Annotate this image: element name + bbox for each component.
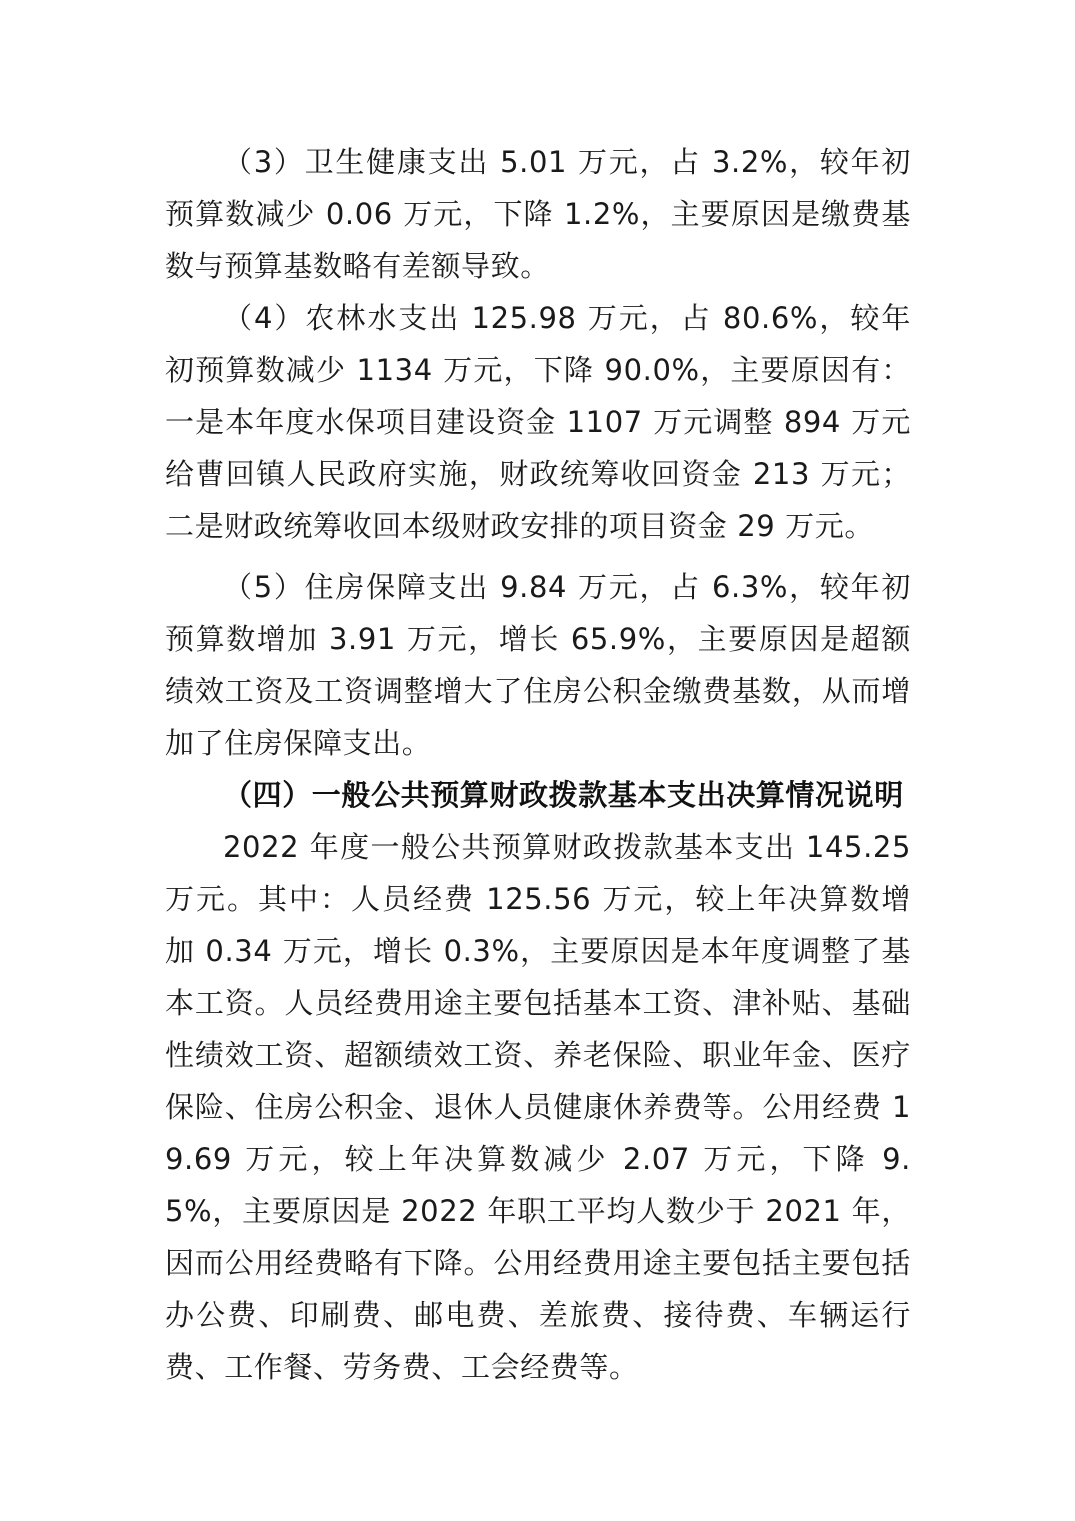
- paragraph-health-expenditure: （3）卫生健康支出 5.01 万元，占 3.2%，较年初预算数减少 0.06 万元，下降 1.2%，主要原因是缴费基数与预算基数略有差额导致。: [165, 145, 911, 283]
- paragraph-basic-expenditure: 2022 年度一般公共预算财政拨款基本支出 145.25 万元。其中：人员经费 125.56 万元，较上年决算数增加 0.34 万元，增长 0.3%，主要原因是本年度调整了基本工资。人员经费用途主要包括基本工资、津补贴、基础性绩效工资、超额绩效工资、养老保险、职业年金、医疗保险、住房公积金、退休人员健康休养费等。公用经费 19.69 万元，较上年决算数减少 2.07 万元，下降 9.5%，主要原因是 2022 年职工平均人数少于 2021 年，因而公用经费略有下降。公用经费用途主要包括主要包括办公费、印刷费、邮电费、差旅费、接待费、车辆运行费、工作餐、劳务费、工会经费等。: [165, 830, 911, 1384]
- paragraph-housing-expenditure: （5）住房保障支出 9.84 万元，占 6.3%，较年初预算数增加 3.91 万元，增长 65.9%，主要原因是超额绩效工资及工资调整增大了住房公积金缴费基数，从而增加了住房保障支出。: [165, 570, 911, 760]
- paragraph-agriculture-expenditure: （4）农林水支出 125.98 万元，占 80.6%，较年初预算数减少 1134 万元，下降 90.0%，主要原因有：一是本年度水保项目建设资金 1107 万元调整 894 万元给曹回镇人民政府实施，财政统筹收回资金 213 万元；二是财政统筹收回本级财政安排的项目资金 29 万元。: [165, 301, 911, 543]
- document-body: [165, 136, 911, 1393]
- section-heading: （四）一般公共预算财政拨款基本支出决算情况说明: [223, 778, 904, 812]
- paragraph-gap: [165, 552, 911, 561]
